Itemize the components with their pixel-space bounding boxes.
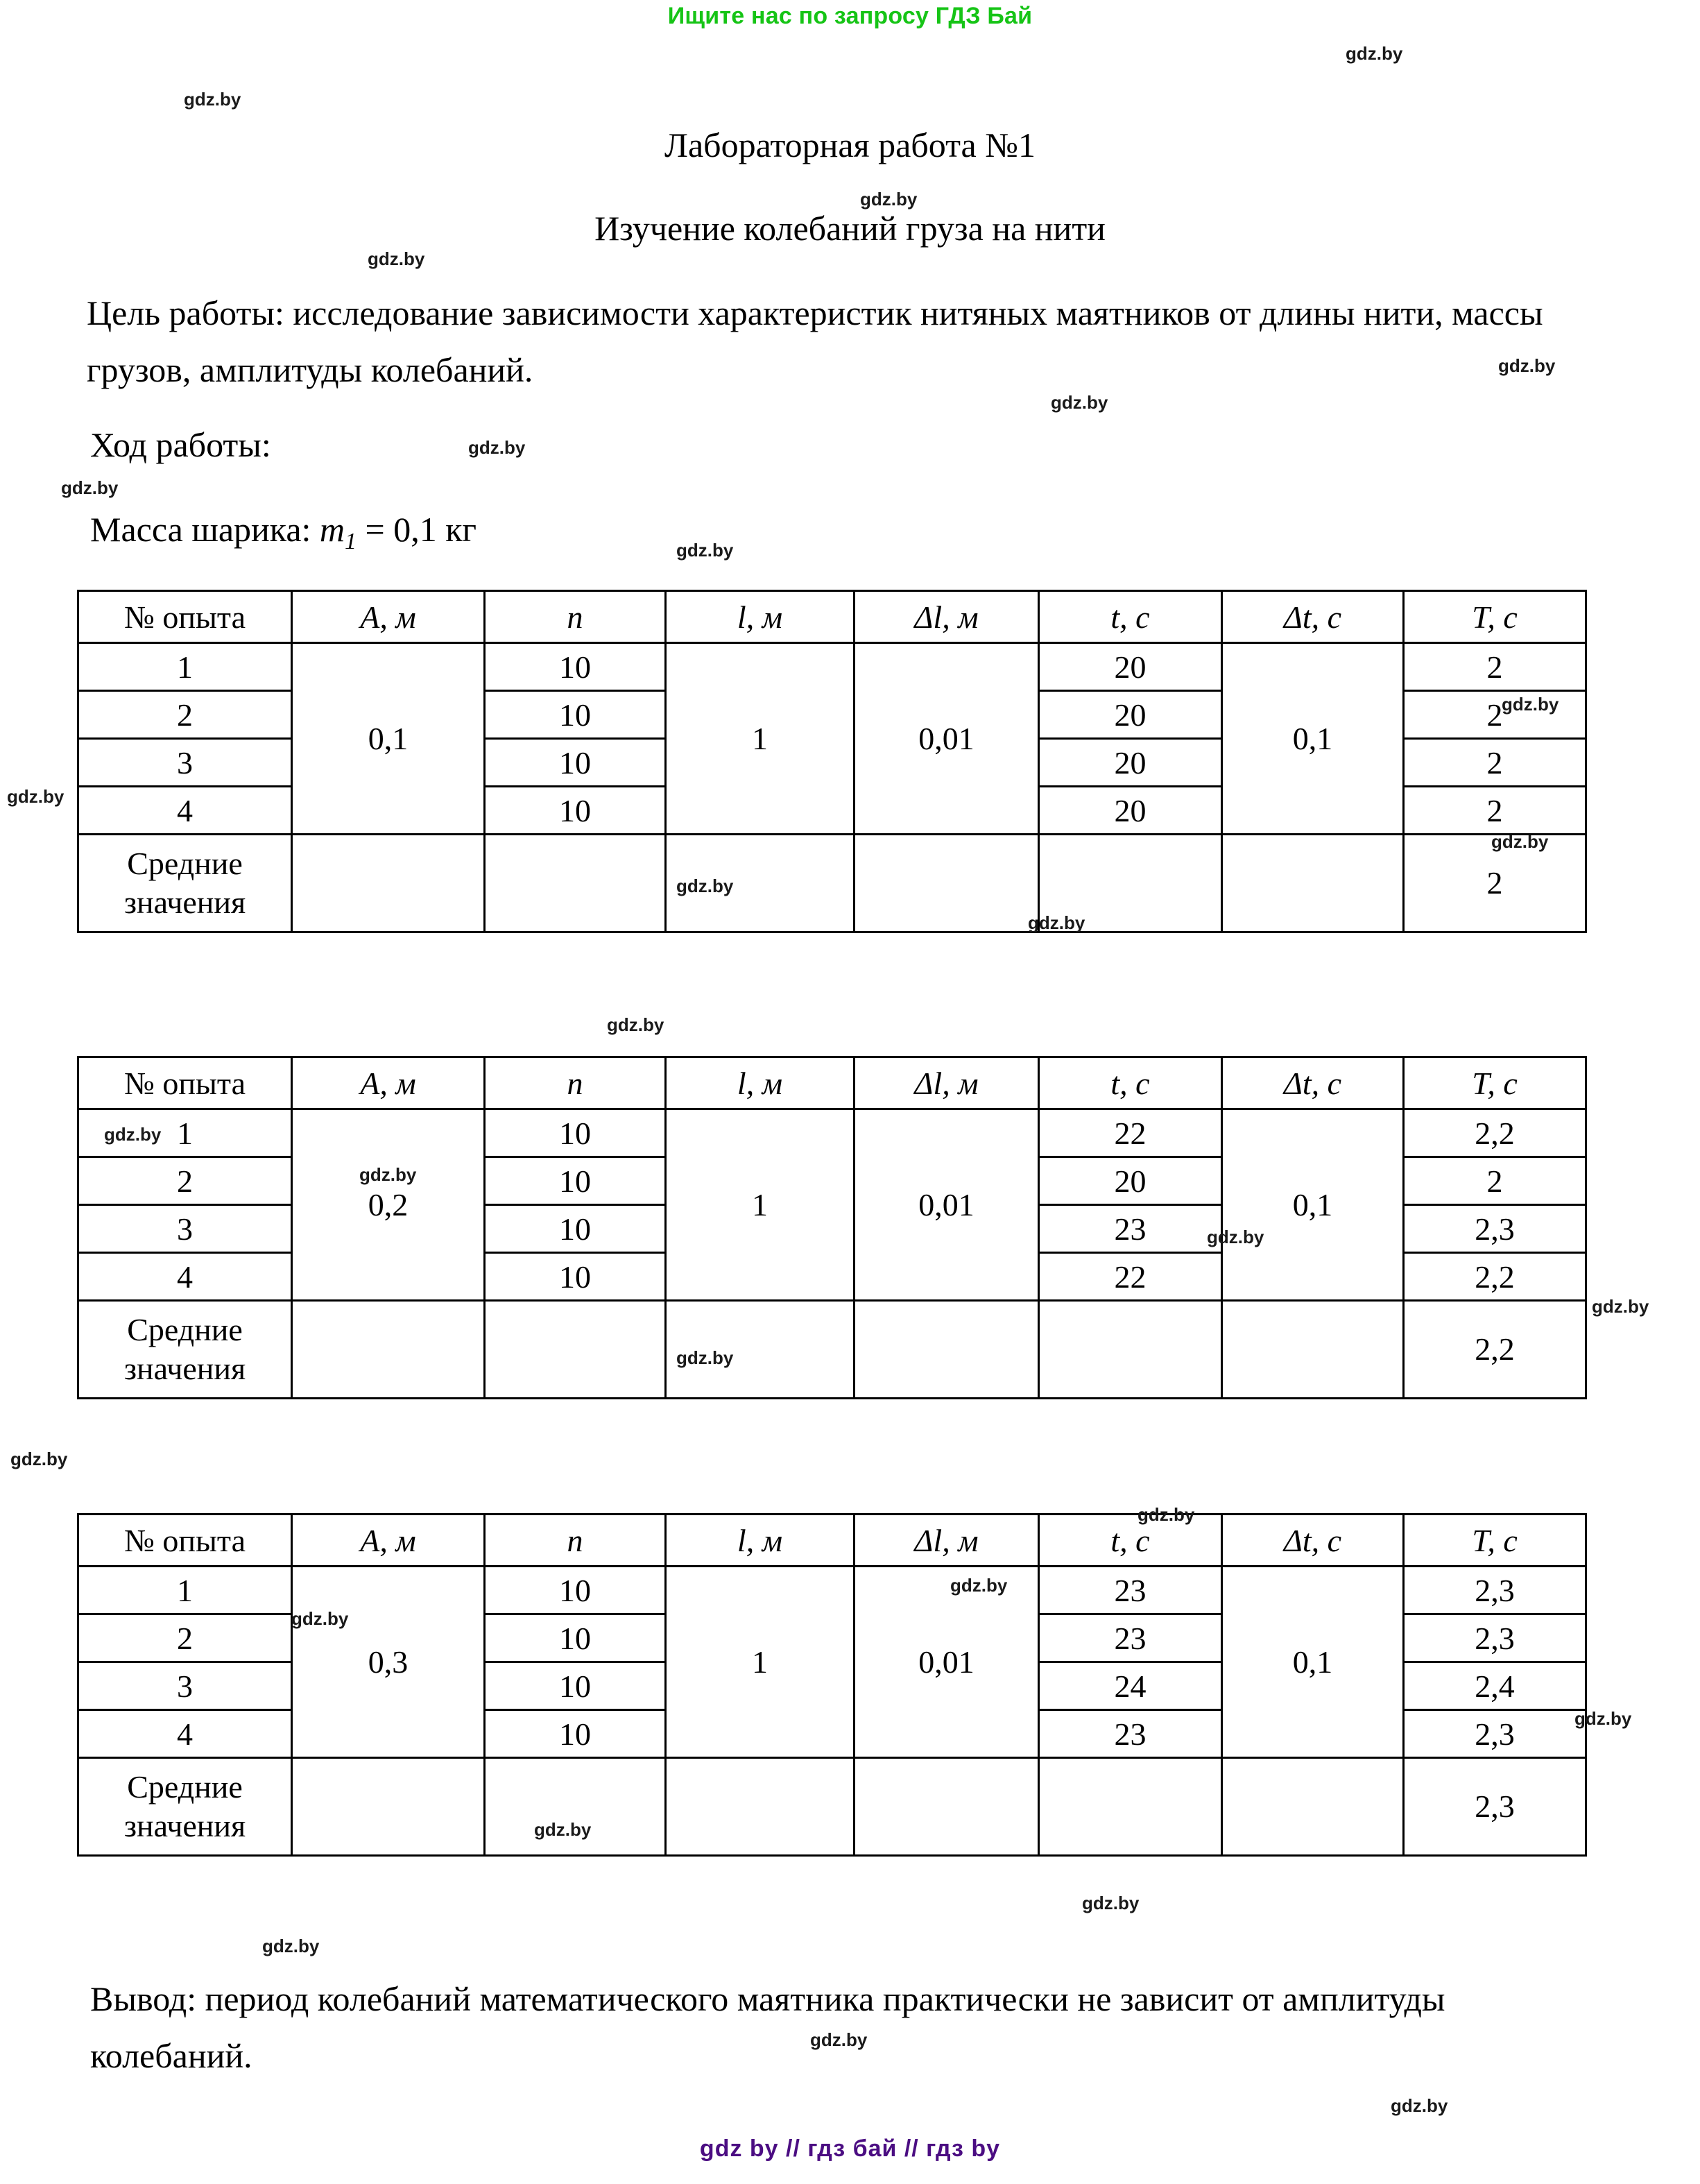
cell-average-time xyxy=(1039,1301,1222,1399)
cell-count: 10 xyxy=(485,787,666,835)
col-header-amplitude: A, м xyxy=(292,1515,485,1567)
cell-period: 2,3 xyxy=(1404,1205,1586,1253)
watermark-text: gdz.by xyxy=(1137,1504,1195,1525)
cell-time: 23 xyxy=(1039,1205,1222,1253)
col-header-experiment-no: № опыта xyxy=(78,1515,292,1567)
col-header-delta-length: Δl, м xyxy=(855,1515,1039,1567)
watermark-text: gdz.by xyxy=(607,1014,664,1035)
cell-count: 10 xyxy=(485,1710,666,1758)
cell-average-count xyxy=(485,1758,666,1856)
cell-average-period: 2,3 xyxy=(1404,1758,1586,1856)
cell-average-length xyxy=(666,835,855,932)
watermark-text: gdz.by xyxy=(1028,912,1085,933)
cell-average-label: Средние значения xyxy=(78,1301,292,1399)
cell-count: 10 xyxy=(485,1157,666,1205)
col-header-delta-length: Δl, м xyxy=(855,591,1039,643)
col-header-period: T, с xyxy=(1404,1515,1586,1567)
cell-time: 20 xyxy=(1039,787,1222,835)
cell-count: 10 xyxy=(485,1567,666,1614)
cell-average-delta-length xyxy=(855,835,1039,932)
watermark-text: gdz.by xyxy=(1051,392,1108,413)
watermark-text: gdz.by xyxy=(10,1449,68,1469)
cell-length: 1 xyxy=(666,1567,855,1758)
mass-line xyxy=(90,501,476,570)
cell-period: 2 xyxy=(1404,691,1586,739)
table-average-row xyxy=(78,835,1586,932)
watermark-text: gdz.by xyxy=(1592,1296,1649,1317)
cell-count: 10 xyxy=(485,1662,666,1710)
cell-time: 23 xyxy=(1039,1710,1222,1758)
cell-time: 24 xyxy=(1039,1662,1222,1710)
watermark-text: gdz.by xyxy=(1082,1893,1140,1913)
col-header-experiment-no: № опыта xyxy=(78,1057,292,1109)
page-subtitle: Изучение колебаний груза на нити xyxy=(594,209,1106,248)
cell-average-delta-length xyxy=(855,1301,1039,1399)
cell-average-length xyxy=(666,1301,855,1399)
cell-experiment-no: 1 xyxy=(78,1567,292,1614)
col-header-time: t, с xyxy=(1039,591,1222,643)
measurements-table-3 xyxy=(77,1513,1587,1857)
watermark-text: gdz.by xyxy=(262,1936,320,1956)
cell-delta-length: 0,01 xyxy=(855,1109,1039,1301)
cell-average-label: Средние значения xyxy=(78,1758,292,1856)
cell-average-label: Средние значения xyxy=(78,835,292,932)
table-header-row xyxy=(78,1515,1586,1567)
cell-average-delta-time xyxy=(1222,835,1404,932)
watermark-text: gdz.by xyxy=(950,1575,1008,1596)
col-header-count: n xyxy=(485,1057,666,1109)
cell-experiment-no: 4 xyxy=(78,1710,292,1758)
goal-text: исследование зависимости характеристик нитяных маятников от длины нити, массы грузов, амплитуды колебаний. xyxy=(87,293,1543,389)
cell-time: 22 xyxy=(1039,1109,1222,1157)
watermark-text: gdz.by xyxy=(1207,1227,1264,1247)
watermark-text: gdz.by xyxy=(184,89,241,110)
watermark-text: gdz.by xyxy=(1498,355,1556,376)
watermark-text: gdz.by xyxy=(1346,43,1403,64)
col-header-delta-time: Δt, с xyxy=(1222,1057,1404,1109)
cell-count: 10 xyxy=(485,643,666,691)
cell-period: 2,3 xyxy=(1404,1614,1586,1662)
mass-label: Масса шарика: xyxy=(90,510,311,549)
table-row xyxy=(78,1109,1586,1157)
watermark-text: gdz.by xyxy=(1391,2095,1448,2116)
cell-average-count xyxy=(485,835,666,932)
cell-delta-time: 0,1 xyxy=(1222,1567,1404,1758)
cell-average-length xyxy=(666,1758,855,1856)
watermark-text: gdz.by xyxy=(1502,694,1559,715)
watermark-text: gdz.by xyxy=(61,477,119,498)
col-header-experiment-no: № опыта xyxy=(78,591,292,643)
watermark-text: gdz.by xyxy=(468,437,526,458)
cell-count: 10 xyxy=(485,691,666,739)
col-header-count: n xyxy=(485,591,666,643)
cell-count: 10 xyxy=(485,739,666,787)
cell-count: 10 xyxy=(485,1253,666,1301)
cell-delta-length: 0,01 xyxy=(855,1567,1039,1758)
cell-average-count xyxy=(485,1301,666,1399)
table-average-row xyxy=(78,1301,1586,1399)
goal-label: Цель работы: xyxy=(87,293,284,332)
cell-period: 2,2 xyxy=(1404,1109,1586,1157)
cell-period: 2,4 xyxy=(1404,1662,1586,1710)
page-title: Лабораторная работа №1 xyxy=(664,126,1036,164)
cell-length: 1 xyxy=(666,643,855,835)
col-header-delta-length: Δl, м xyxy=(855,1057,1039,1109)
table-header-row xyxy=(78,591,1586,643)
cell-period: 2 xyxy=(1404,739,1586,787)
cell-time: 20 xyxy=(1039,691,1222,739)
cell-average-time xyxy=(1039,835,1222,932)
cell-period: 2 xyxy=(1404,787,1586,835)
cell-period: 2,2 xyxy=(1404,1253,1586,1301)
col-header-length: l, м xyxy=(666,1057,855,1109)
watermark-text: gdz.by xyxy=(359,1164,417,1185)
watermark-text: gdz.by xyxy=(7,786,65,807)
cell-amplitude: 0,3 xyxy=(292,1567,485,1758)
cell-count: 10 xyxy=(485,1614,666,1662)
cell-period: 2,3 xyxy=(1404,1567,1586,1614)
cell-delta-length: 0,01 xyxy=(855,643,1039,835)
watermark-text: gdz.by xyxy=(1491,831,1549,852)
cell-experiment-no: 1 xyxy=(78,1109,292,1157)
table-average-row xyxy=(78,1758,1586,1856)
measurements-table-1 xyxy=(77,590,1587,933)
cell-average-amplitude xyxy=(292,835,485,932)
cell-time: 23 xyxy=(1039,1567,1222,1614)
cell-time: 23 xyxy=(1039,1614,1222,1662)
table-row xyxy=(78,643,1586,691)
promo-banner-bottom: gdz by // гдз бай // гдз by xyxy=(699,2135,1001,2162)
table-row xyxy=(78,1567,1586,1614)
watermark-text: gdz.by xyxy=(368,248,425,269)
cell-average-time xyxy=(1039,1758,1222,1856)
col-header-time: t, с xyxy=(1039,1057,1222,1109)
table-header-row xyxy=(78,1057,1586,1109)
cell-average-delta-time xyxy=(1222,1301,1404,1399)
goal-paragraph xyxy=(87,284,1613,398)
watermark-text: gdz.by xyxy=(104,1124,162,1145)
cell-average-period: 2 xyxy=(1404,835,1586,932)
cell-average-delta-time xyxy=(1222,1758,1404,1856)
mass-value: = 0,1 кг xyxy=(365,510,477,549)
cell-experiment-no: 4 xyxy=(78,787,292,835)
cell-time: 20 xyxy=(1039,739,1222,787)
cell-average-amplitude xyxy=(292,1301,485,1399)
cell-delta-time: 0,1 xyxy=(1222,1109,1404,1301)
cell-period: 2,3 xyxy=(1404,1710,1586,1758)
cell-experiment-no: 3 xyxy=(78,1205,292,1253)
cell-period: 2 xyxy=(1404,643,1586,691)
watermark-text: gdz.by xyxy=(291,1608,349,1629)
col-header-time: t, с xyxy=(1039,1515,1222,1567)
promo-banner-top: Ищите нас по запросу ГДЗ Бай xyxy=(667,3,1033,29)
cell-experiment-no: 2 xyxy=(78,691,292,739)
col-header-period: T, с xyxy=(1404,1057,1586,1109)
conclusion-paragraph: Вывод: период колебаний математического маятника практически не зависит от амплитуды колебаний. xyxy=(90,1979,1445,2075)
cell-average-period: 2,2 xyxy=(1404,1301,1586,1399)
procedure-label: Ход работы: xyxy=(90,425,271,464)
col-header-period: T, с xyxy=(1404,591,1586,643)
col-header-length: l, м xyxy=(666,591,855,643)
cell-time: 22 xyxy=(1039,1253,1222,1301)
cell-amplitude: 0,2 xyxy=(292,1109,485,1301)
cell-experiment-no: 2 xyxy=(78,1157,292,1205)
mass-subscript: 1 xyxy=(345,529,357,554)
cell-delta-time: 0,1 xyxy=(1222,643,1404,835)
cell-count: 10 xyxy=(485,1109,666,1157)
watermark-text: gdz.by xyxy=(676,876,734,896)
watermark-text: gdz.by xyxy=(676,1347,734,1368)
mass-symbol: m xyxy=(319,510,345,549)
cell-experiment-no: 4 xyxy=(78,1253,292,1301)
watermark-text: gdz.by xyxy=(810,2029,868,2050)
watermark-text: gdz.by xyxy=(534,1819,592,1840)
cell-average-delta-length xyxy=(855,1758,1039,1856)
watermark-text: gdz.by xyxy=(1574,1708,1632,1729)
watermark-text: gdz.by xyxy=(676,540,734,561)
cell-length: 1 xyxy=(666,1109,855,1301)
col-header-amplitude: A, м xyxy=(292,591,485,643)
cell-experiment-no: 2 xyxy=(78,1614,292,1662)
cell-period: 2 xyxy=(1404,1157,1586,1205)
cell-time: 20 xyxy=(1039,1157,1222,1205)
col-header-amplitude: A, м xyxy=(292,1057,485,1109)
measurements-table-2 xyxy=(77,1056,1587,1399)
cell-experiment-no: 3 xyxy=(78,739,292,787)
col-header-count: n xyxy=(485,1515,666,1567)
col-header-length: l, м xyxy=(666,1515,855,1567)
col-header-delta-time: Δt, с xyxy=(1222,1515,1404,1567)
col-header-delta-time: Δt, с xyxy=(1222,591,1404,643)
cell-amplitude: 0,1 xyxy=(292,643,485,835)
cell-experiment-no: 3 xyxy=(78,1662,292,1710)
cell-average-amplitude xyxy=(292,1758,485,1856)
cell-experiment-no: 1 xyxy=(78,643,292,691)
cell-count: 10 xyxy=(485,1205,666,1253)
cell-time: 20 xyxy=(1039,643,1222,691)
watermark-text: gdz.by xyxy=(860,189,918,210)
